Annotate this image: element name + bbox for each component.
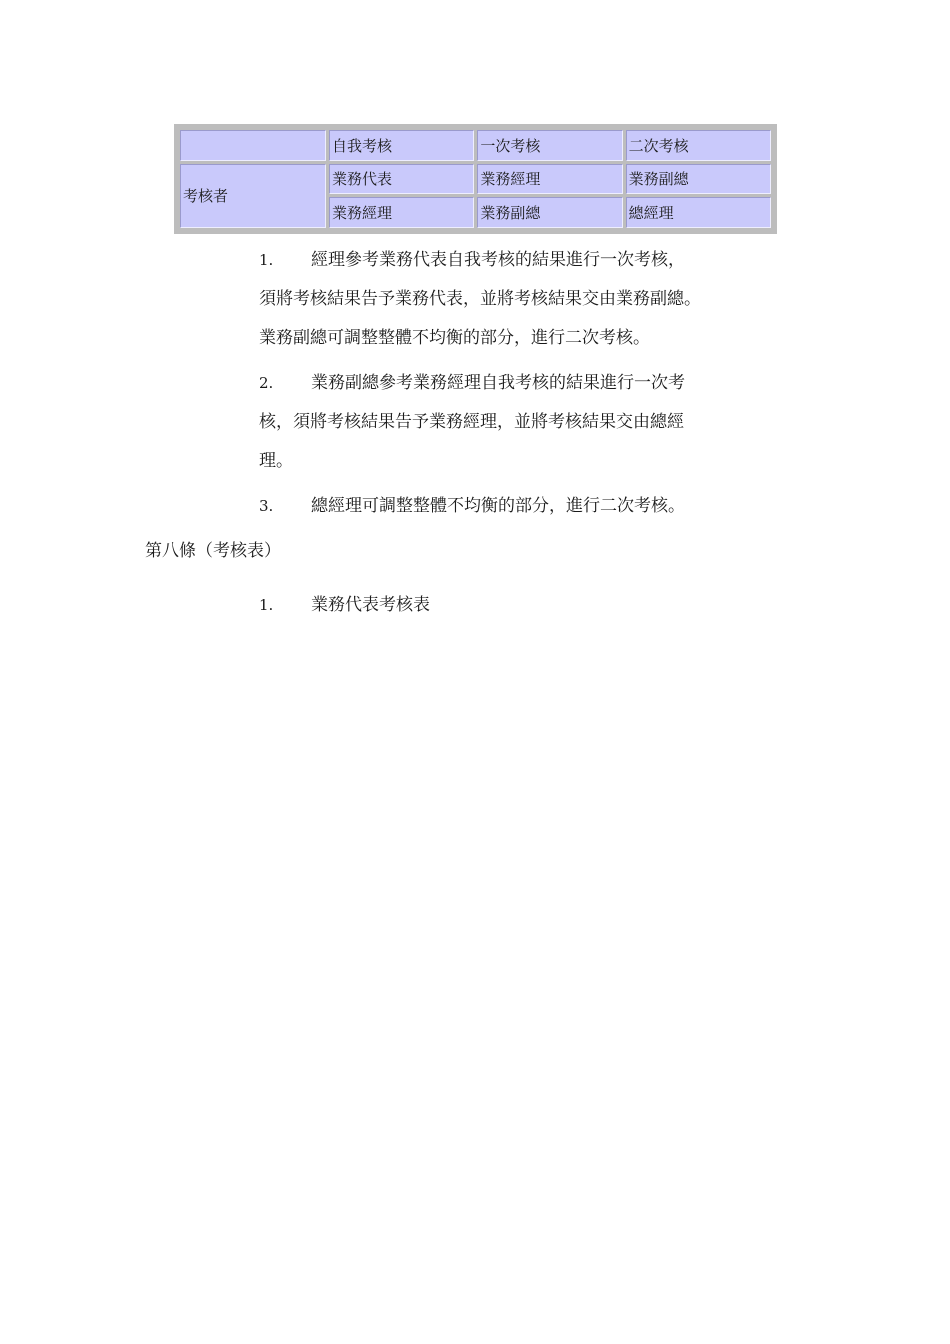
table-header-cell: 二次考核 — [626, 130, 771, 161]
sub-list-item — [259, 586, 759, 625]
list-item-line: 業務副總可調整整體不均衡的部分，進行二次考核。 — [259, 328, 650, 348]
list-text: 總經理可調整整體不均衡的部分，進行二次考核。 — [311, 496, 685, 516]
list-item-2 — [259, 364, 759, 481]
list-item-3 — [259, 487, 759, 526]
list-number: 3. — [259, 497, 274, 515]
table-cell: 業務經理 — [329, 197, 474, 228]
reviewer-table — [174, 124, 777, 234]
list-item-line — [259, 487, 759, 526]
list-number: 1. — [259, 251, 274, 269]
table-corner-cell — [180, 130, 326, 161]
table-header-row — [180, 130, 771, 161]
list-item-line — [259, 241, 759, 280]
table-row-label: 考核者 — [180, 164, 326, 228]
section-heading: 第八條（考核表） — [145, 541, 281, 561]
list-text: 業務副總參考業務經理自我考核的結果進行一次考 — [311, 373, 685, 393]
list-item-1 — [259, 241, 759, 358]
table-row — [180, 164, 771, 195]
table-header-cell: 自我考核 — [329, 130, 474, 161]
list-item-line — [259, 586, 759, 625]
table-cell: 業務代表 — [329, 164, 474, 195]
list-number: 2. — [259, 374, 274, 392]
list-number: 1. — [259, 596, 274, 614]
table-cell: 業務經理 — [477, 164, 622, 195]
list-item-line: 須將考核結果告予業務代表，並將考核結果交由業務副總。 — [259, 289, 701, 309]
table-header-cell: 一次考核 — [477, 130, 622, 161]
list-text: 業務代表考核表 — [311, 595, 430, 615]
table-cell: 業務副總 — [477, 197, 622, 228]
list-text: 經理參考業務代表自我考核的結果進行一次考核， — [311, 250, 685, 270]
list-item-line: 理。 — [259, 451, 293, 471]
list-item-line: 核，須將考核結果告予業務經理，並將考核結果交由總經 — [259, 412, 684, 432]
table-cell: 總經理 — [626, 197, 771, 228]
table-cell: 業務副總 — [626, 164, 771, 195]
list-item-line — [259, 364, 759, 403]
